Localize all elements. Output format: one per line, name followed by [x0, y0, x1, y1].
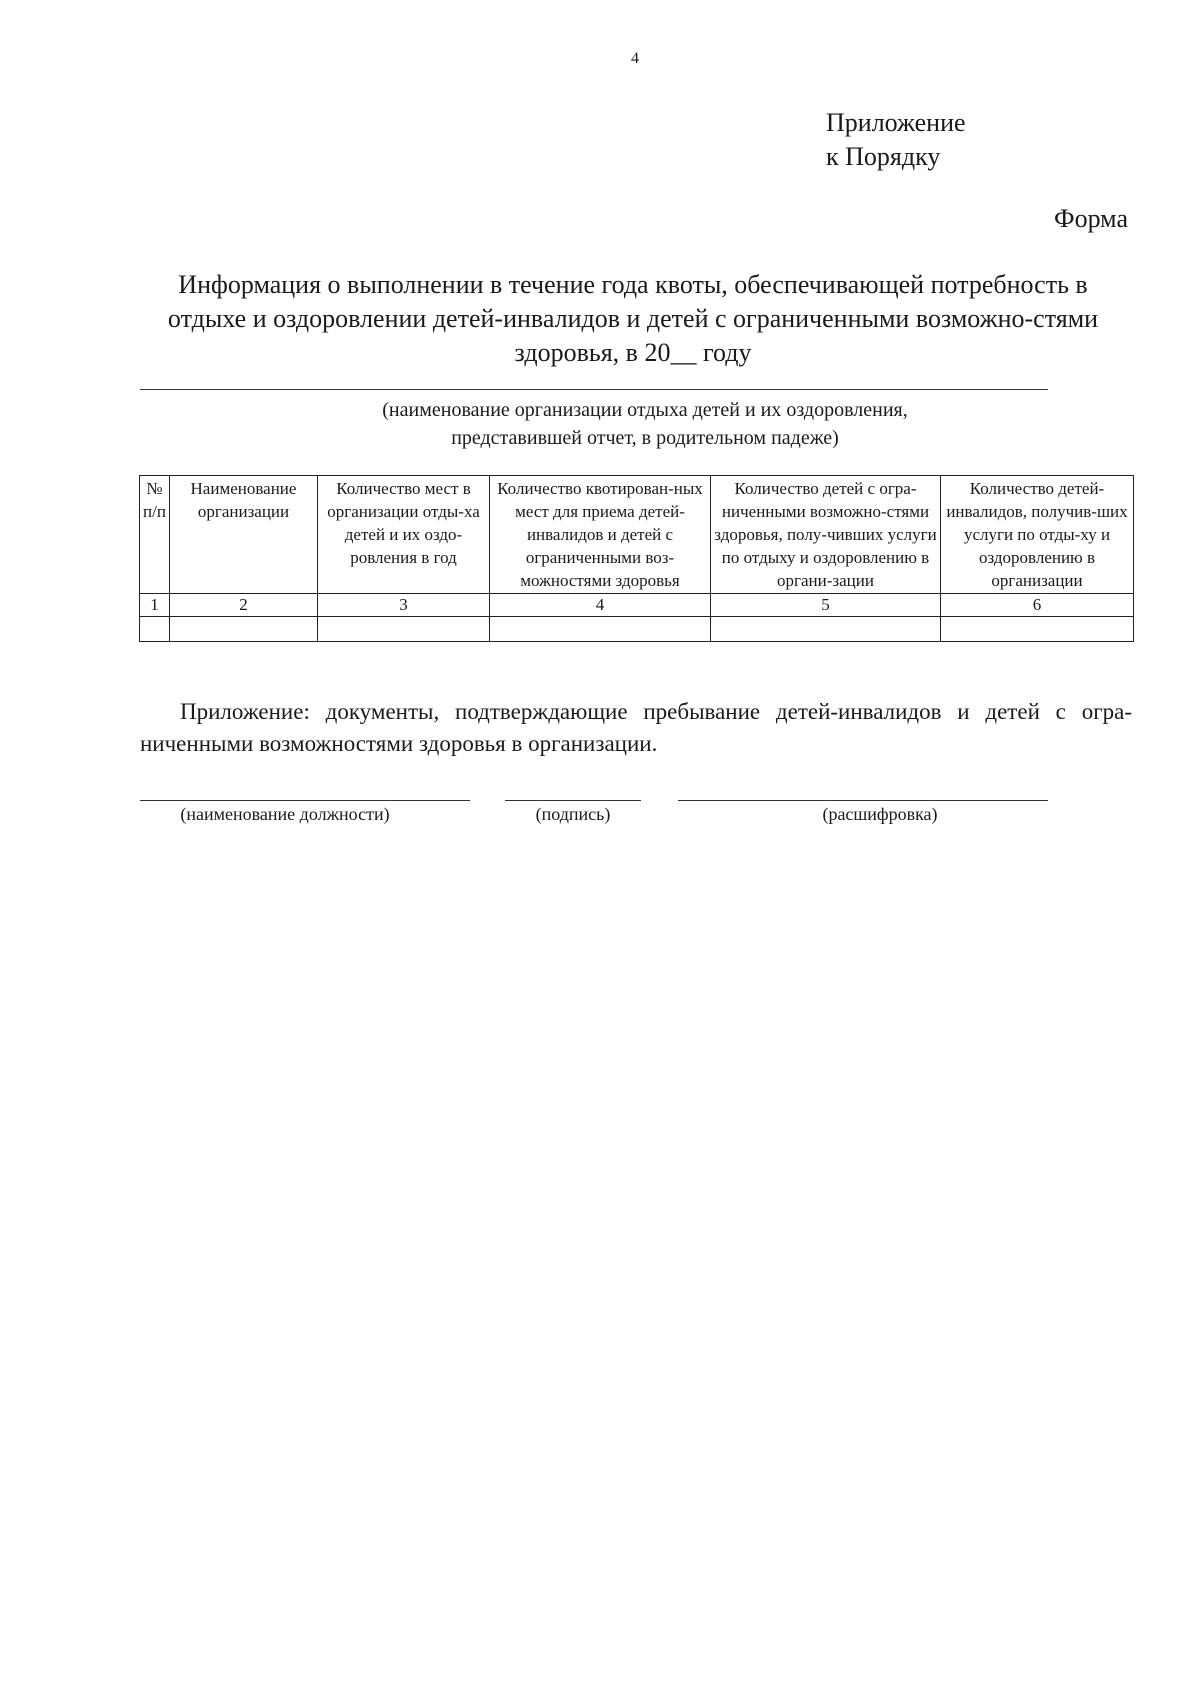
column-number-cell: 5	[711, 594, 941, 617]
header-cell-number: № п/п	[140, 476, 170, 594]
appendix-line-1: Приложение	[826, 108, 966, 137]
decoding-caption: (расшифровка)	[822, 804, 938, 824]
column-number-cell: 2	[170, 594, 318, 617]
header-cell-quota-places: Количество квотирован-ных мест для приема детей-инвалидов и детей с ограниченными воз-можностями здоровья	[490, 476, 711, 594]
table-row	[140, 617, 1134, 642]
header-cell-organization: Наименование организации	[170, 476, 318, 594]
table-cell	[318, 617, 490, 642]
column-number-cell: 1	[140, 594, 170, 617]
table-cell	[711, 617, 941, 642]
column-number-cell: 6	[941, 594, 1134, 617]
appendix-line-2: к Порядку	[826, 142, 941, 171]
table-column-numbers-row	[140, 594, 1134, 617]
decoding-signature-line	[678, 800, 1048, 801]
attachment-note: Приложение: документы, подтверждающие пребывание детей-инвалидов и детей с огра-ниченными возможностями здоровья в организации.	[140, 699, 1132, 756]
appendix-label	[826, 106, 966, 174]
form-label: Форма	[1054, 204, 1128, 233]
document-title: Информация о выполнении в течение года квоты, обеспечивающей потребность в отдыхе и оздоровлении детей-инвалидов и детей с ограниченными возможно-стями здоровья, в 20__ году	[167, 270, 1099, 367]
table-cell	[170, 617, 318, 642]
column-number-cell: 4	[490, 594, 711, 617]
header-cell-children-limited-abilities: Количество детей с огра-ниченными возможно-стями здоровья, полу-чивших услуги по отдыху и оздоровлению в органи-зации	[711, 476, 941, 594]
header-cell-disabled-children: Количество детей-инвалидов, получив-ших услуги по отды-ху и оздоровлению в организации	[941, 476, 1134, 594]
position-signature-line	[140, 800, 470, 801]
header-cell-places-per-year: Количество мест в организации отды-ха детей и их оздо-ровления в год	[318, 476, 490, 594]
table-cell	[941, 617, 1134, 642]
organization-caption	[240, 396, 1050, 452]
table-header-row	[140, 476, 1134, 594]
signature-line	[505, 800, 641, 801]
organization-caption-line-2: представившей отчет, в родительном падеже)	[451, 427, 839, 449]
table-cell	[140, 617, 170, 642]
table-cell	[490, 617, 711, 642]
quota-table	[139, 475, 1134, 642]
organization-caption-line-1: (наименование организации отдыха детей и их оздоровления,	[382, 399, 908, 421]
column-number-cell: 3	[318, 594, 490, 617]
signature-caption: (подпись)	[535, 804, 611, 824]
organization-name-line	[140, 389, 1048, 390]
page-number: 4	[631, 50, 639, 67]
position-caption: (наименование должности)	[180, 804, 390, 824]
